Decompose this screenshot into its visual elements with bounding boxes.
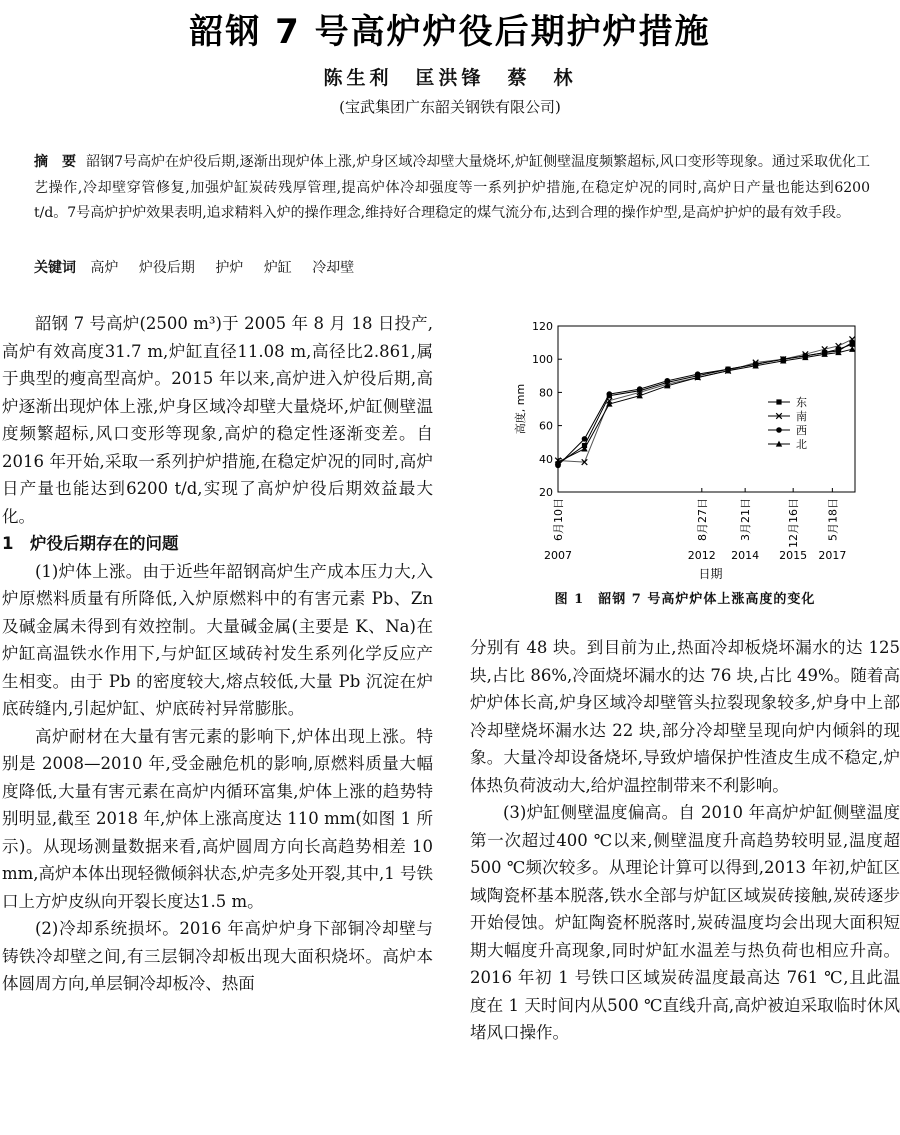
keyword: 高炉 — [90, 260, 119, 276]
x-axis-label: 日期 — [698, 567, 723, 581]
data-point — [849, 340, 855, 346]
figure-caption: 图 1 韶钢 7 号高炉炉体上涨高度的变化 — [554, 592, 816, 607]
paragraph: (1)炉体上涨。由于近些年韶钢高炉生产成本压力大,入炉原燃料质量有所降低,入炉原燃料中的有害元素 Pb、Zn 及碱金属未得到有效控制。大量碱金属(主要是 K、Na)在炉缸高温铁水作用下,与炉缸区域砖衬发生系列化学反应产生相变。由于 Pb 的密度较大,熔点较低,大量 Pb 沉淀在炉底砖缝内,引起炉缸、炉底砖衬异常膨胀。 — [2, 561, 433, 718]
legend-label: 北 — [796, 438, 807, 451]
y-axis-label: 高度, mm — [514, 383, 527, 435]
series-line-南 — [558, 339, 852, 462]
paragraph: 分别有 48 块。到目前为止,热面冷却板烧坏漏水的达 125 块,占比 86%,冷面烧坏漏水的达 76 块,占比 49%。随着高炉炉体长高,炉身区域冷却壁管头拉裂现象较多,炉身中上部冷却壁烧坏漏水达 22 块,部分冷却壁呈现向炉内倾斜的现象。大量冷却设备烧坏,导致炉墙保护性渣皮生成不稳定,炉体热负荷波动大,给炉温控制带来不利影响。 — [470, 638, 900, 795]
x-tick-year: 2015 — [779, 549, 808, 562]
section-heading: 1 炉役后期存在的问题 — [2, 534, 179, 553]
figure-1 — [500, 314, 880, 614]
x-tick-date: 6月10日 — [552, 498, 565, 541]
y-tick-label: 20 — [539, 486, 553, 499]
data-point — [582, 436, 588, 442]
x-tick-date: 8月27日 — [695, 498, 709, 541]
x-tick-date: 12月16日 — [787, 498, 801, 548]
paragraph: (3)炉缸侧壁温度偏高。自 2010 年高炉炉缸侧壁温度第一次超过400 ℃以来,侧壁温度升高趋势较明显,温度超500 ℃频次较多。从理论计算可以得到,2013 年初,炉缸区域陶瓷杯基本脱落,铁水全部与炉缸区域炭砖接触,炭砖逐步开始侵蚀。炉缸陶瓷杯脱落时,炭砖温度均会出现大面积短期大幅度升高现象,同时炉缸水温差与热负荷也相应升高。2016 年初 1 号铁口区域炭砖温度最高达 761 ℃,且此温度在 1 天时间内从500 ℃直线升高,高炉被迫采取临时休风堵风口操作。 — [470, 803, 900, 1042]
legend-label: 南 — [796, 410, 807, 423]
x-tick-date: 3月21日 — [739, 498, 753, 541]
affiliation: (宝武集团广东韶关钢铁有限公司) — [339, 98, 561, 116]
abstract — [34, 150, 870, 227]
data-point — [637, 386, 643, 392]
paper-title: 韶钢 7 号高炉炉役后期护炉措施 — [189, 12, 711, 52]
paragraph: 高炉耐材在大量有害元素的影响下,炉体出现上涨。特别是 2008—2010 年,受金融危机的影响,原燃料质量大幅度降低,大量有害元素在高炉内循环富集,炉体上涨的趋势特别明显,截至 2018 年,炉体上涨高度达 110 mm(如图 1 所示)。从现场测量数据来看,高炉圆周方向长高趋势相差 10 mm,高炉本体出现轻微倾斜状态,炉壳多处开裂,其中,1 号铁口上方炉皮纵向开裂长度达1.5 m。 — [2, 726, 434, 911]
data-point — [607, 391, 613, 397]
keywords — [34, 256, 870, 281]
left-column — [2, 310, 433, 998]
x-tick-year: 2017 — [818, 549, 847, 562]
keywords-label: 关键词 — [34, 260, 76, 276]
series-line-北 — [558, 349, 852, 462]
keyword: 冷却壁 — [312, 260, 355, 276]
y-tick-label: 60 — [539, 419, 553, 433]
x-tick-year: 2014 — [731, 549, 760, 562]
abstract-text: 韶钢7号高炉在炉役后期,逐渐出现炉体上涨,炉身区域冷却壁大量烧坏,炉缸侧壁温度频繁超标,风口变形等现象。通过采取优化工艺操作,冷却壁穿管修复,加强炉缸炭砖残厚管理,提高炉体冷却强度等一系列护炉措施,在稳定炉况的同时,高炉日产量也能达到6200 t/d。7号高炉护炉效果表明,追求精料入炉的操作理念,维持好合理稳定的煤气流分布,达到合理的操作炉型,是高炉护炉的最有效手段。 — [34, 154, 871, 221]
paragraph: (2)冷却系统损坏。2016 年高炉炉身下部铜冷却壁与铸铁冷却壁之间,有三层铜冷却板出现大面积烧坏。高炉本体圆周方向,单层铜冷却板冷、热面 — [2, 919, 433, 993]
y-tick-label: 40 — [539, 452, 553, 466]
legend-marker — [776, 399, 781, 404]
legend-label: 东 — [796, 396, 807, 409]
height-change-chart — [500, 314, 880, 584]
y-tick-label: 100 — [532, 353, 553, 367]
keyword: 炉役后期 — [138, 260, 195, 276]
x-tick-year: 2012 — [687, 549, 716, 562]
abstract-label: 摘 要 — [34, 154, 77, 170]
series-line-东 — [558, 344, 852, 464]
authors: 陈生利 匡洪锋 蔡 林 — [323, 67, 577, 89]
y-tick-label: 80 — [539, 386, 553, 400]
x-tick-date: 5月18日 — [826, 498, 840, 541]
right-column — [470, 634, 900, 1047]
legend-label: 西 — [796, 424, 807, 437]
keyword: 炉缸 — [263, 260, 292, 276]
series-line-西 — [558, 343, 852, 466]
y-tick-label: 120 — [532, 320, 553, 333]
x-tick-year: 2007 — [544, 549, 572, 562]
keyword: 护炉 — [215, 260, 244, 276]
legend-marker — [776, 427, 782, 433]
intro-paragraph: 韶钢 7 号高炉(2500 m³)于 2005 年 8 月 18 日投产,高炉有效高度31.7 m,炉缸直径11.08 m,高径比2.861,属于典型的瘦高型高炉。2015 年以来,高炉进入炉役后期,高炉逐渐出现炉体上涨,炉身区域冷却壁大量烧坏,炉缸侧壁温度频繁超标,风口变形等现象,高炉的稳定性逐渐变差。自 2016 年开始,采取一系列护炉措施,在稳定炉况的同时,高炉日产量也能达到6200 t/d,实现了高炉炉役后期效益最大化。 — [2, 314, 433, 526]
